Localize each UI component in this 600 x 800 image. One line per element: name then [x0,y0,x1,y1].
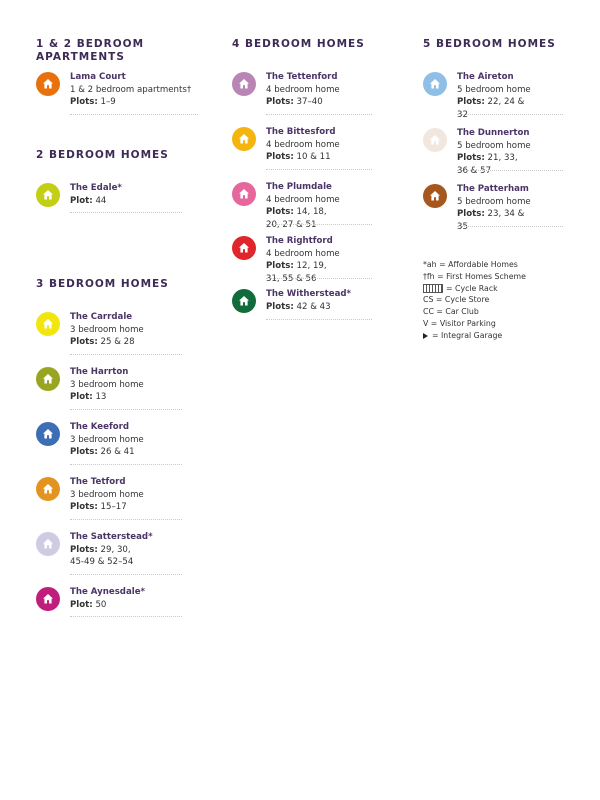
divider [70,212,182,213]
house-icon [423,128,447,152]
home-plots [70,391,144,404]
legend-affordable: *ah = Affordable Homes [423,260,518,269]
home-name: The Edale* [70,183,122,193]
house-icon [36,477,60,501]
home-name: The Patterham [457,184,529,194]
divider [70,354,182,355]
home-name: The Aynesdale* [70,587,146,597]
plots-label: Plots: [70,97,98,107]
home-description: 5 bedroom home [457,140,531,151]
plots-value: 50 [95,599,107,610]
home-description: 4 bedroom home [266,194,340,205]
plots-value: 15–17 [100,502,127,512]
home-description: 1 & 2 bedroom apartments† [70,84,192,95]
plots-value: 25 & 28 [100,337,135,347]
house-icon [36,72,60,96]
plots-label: Plots: [70,447,98,457]
heading-2-bedroom: 2 BEDROOM HOMES [36,149,169,161]
heading-3-bedroom: 3 BEDROOM HOMES [36,278,169,290]
plots-value: 42 & 43 [296,301,331,312]
home-name: The Harrton [70,367,129,377]
home-plots [70,501,144,514]
plots-value: 21, 33, 36 & 57 [457,153,518,176]
plots-label: Plots: [70,337,98,347]
home-plots [457,208,531,233]
house-icon [36,532,60,556]
house-icon [232,289,256,313]
divider [457,114,563,115]
heading-4-bedroom: 4 BEDROOM HOMES [232,38,365,50]
home-name: The Aireton [457,72,514,82]
home-name: The Witherstead* [266,289,352,299]
home-description: 4 bedroom home [266,248,340,259]
house-icon [232,236,256,260]
home-description: 5 bedroom home [457,84,531,95]
plots-label: Plots: [70,502,98,512]
house-icon [36,587,60,611]
plots-label: Plots: [457,97,485,107]
house-icon [36,367,60,391]
plots-label: Plots: [266,97,294,107]
divider [266,224,372,225]
home-name: Lama Court [70,72,126,82]
plots-label: Plot: [70,599,93,610]
house-icon [232,72,256,96]
plots-label: Plots: [266,152,294,162]
plots-label: Plot: [70,392,93,402]
legend-cycle-rack [423,283,526,295]
home-description: 4 bedroom home [266,139,340,150]
plots-value: 26 & 41 [100,447,135,457]
home-plots [457,96,531,121]
plots-value: 37–40 [296,97,323,107]
home-plots [70,336,144,349]
home-plots [457,152,531,177]
plots-label: Plots: [457,153,485,163]
divider [457,226,563,227]
plots-label: Plots: [266,301,294,312]
house-icon [232,182,256,206]
home-plots [70,599,145,612]
home-description: 3 bedroom home [70,379,144,390]
home-description: 5 bedroom home [457,196,531,207]
legend-garage-label: = Integral Garage [432,330,503,340]
home-description: 3 bedroom home [70,489,144,500]
divider [266,169,372,170]
home-plots [266,151,340,164]
home-name: The Plumdale [266,182,332,192]
divider [70,409,182,410]
divider [70,114,198,115]
legend [423,259,526,342]
plots-value: 22, 24 & 32 [457,97,525,120]
home-name: The Keeford [70,422,129,432]
home-description: 3 bedroom home [70,434,144,445]
heading-5-bedroom: 5 BEDROOM HOMES [423,38,556,50]
heading-apartments: 1 & 2 BEDROOM APARTMENTS [36,38,145,63]
divider [70,574,182,575]
divider [266,278,372,279]
divider [266,319,372,320]
plots-label: Plots: [266,261,294,271]
home-name: The Carrdale [70,312,133,322]
plots-value: 12, 19, 31, 55 & 56 [266,261,327,284]
cycle-rack-icon [423,284,443,293]
home-plots [266,260,340,285]
divider [266,114,372,115]
home-name: The Satterstead* [70,532,153,542]
legend-cycle-store: CS = Cycle Store [423,295,490,305]
divider [457,170,563,171]
plots-label: Plots: [457,209,485,219]
legend-cycle-rack-label: = Cycle Rack [446,283,498,293]
home-name: The Bittesford [266,127,336,137]
house-icon [232,127,256,151]
home-plots [70,544,153,569]
home-plots [266,96,340,109]
divider [70,464,182,465]
plots-label: Plots: [266,207,294,217]
house-icon [36,422,60,446]
plots-label: Plot: [70,195,93,206]
plots-value: 1–9 [100,97,116,107]
plots-value: 44 [95,195,107,206]
home-description: 3 bedroom home [70,324,144,335]
house-icon [36,183,60,207]
house-icon [423,72,447,96]
home-name: The Dunnerton [457,128,530,138]
home-description: 4 bedroom home [266,84,340,95]
garage-triangle-icon [423,333,428,339]
house-icon [423,184,447,208]
legend-first-homes: †fh = First Homes Scheme [423,271,526,281]
home-name: The Rightford [266,236,333,246]
plots-value: 13 [95,392,107,402]
plots-value: 14, 18, 20, 27 & 51 [266,207,327,230]
legend-garage [423,330,526,342]
legend-car-club: CC = Car Club [423,307,479,317]
plots-value: 23, 34 & 35 [457,209,525,232]
plots-label: Plots: [70,544,98,555]
home-plots [70,96,191,109]
divider [70,519,182,520]
home-plots [266,301,351,314]
plots-value: 10 & 11 [296,152,331,162]
home-name: The Tetford [70,477,126,487]
home-name: The Tettenford [266,72,338,82]
home-plots [266,206,340,231]
home-plots [70,195,122,208]
house-icon [36,312,60,336]
plots-value: 29, 30, 45-49 & 52–54 [70,544,134,567]
legend-visitor: V = Visitor Parking [423,318,496,328]
home-plots [70,446,144,459]
divider [70,616,182,617]
